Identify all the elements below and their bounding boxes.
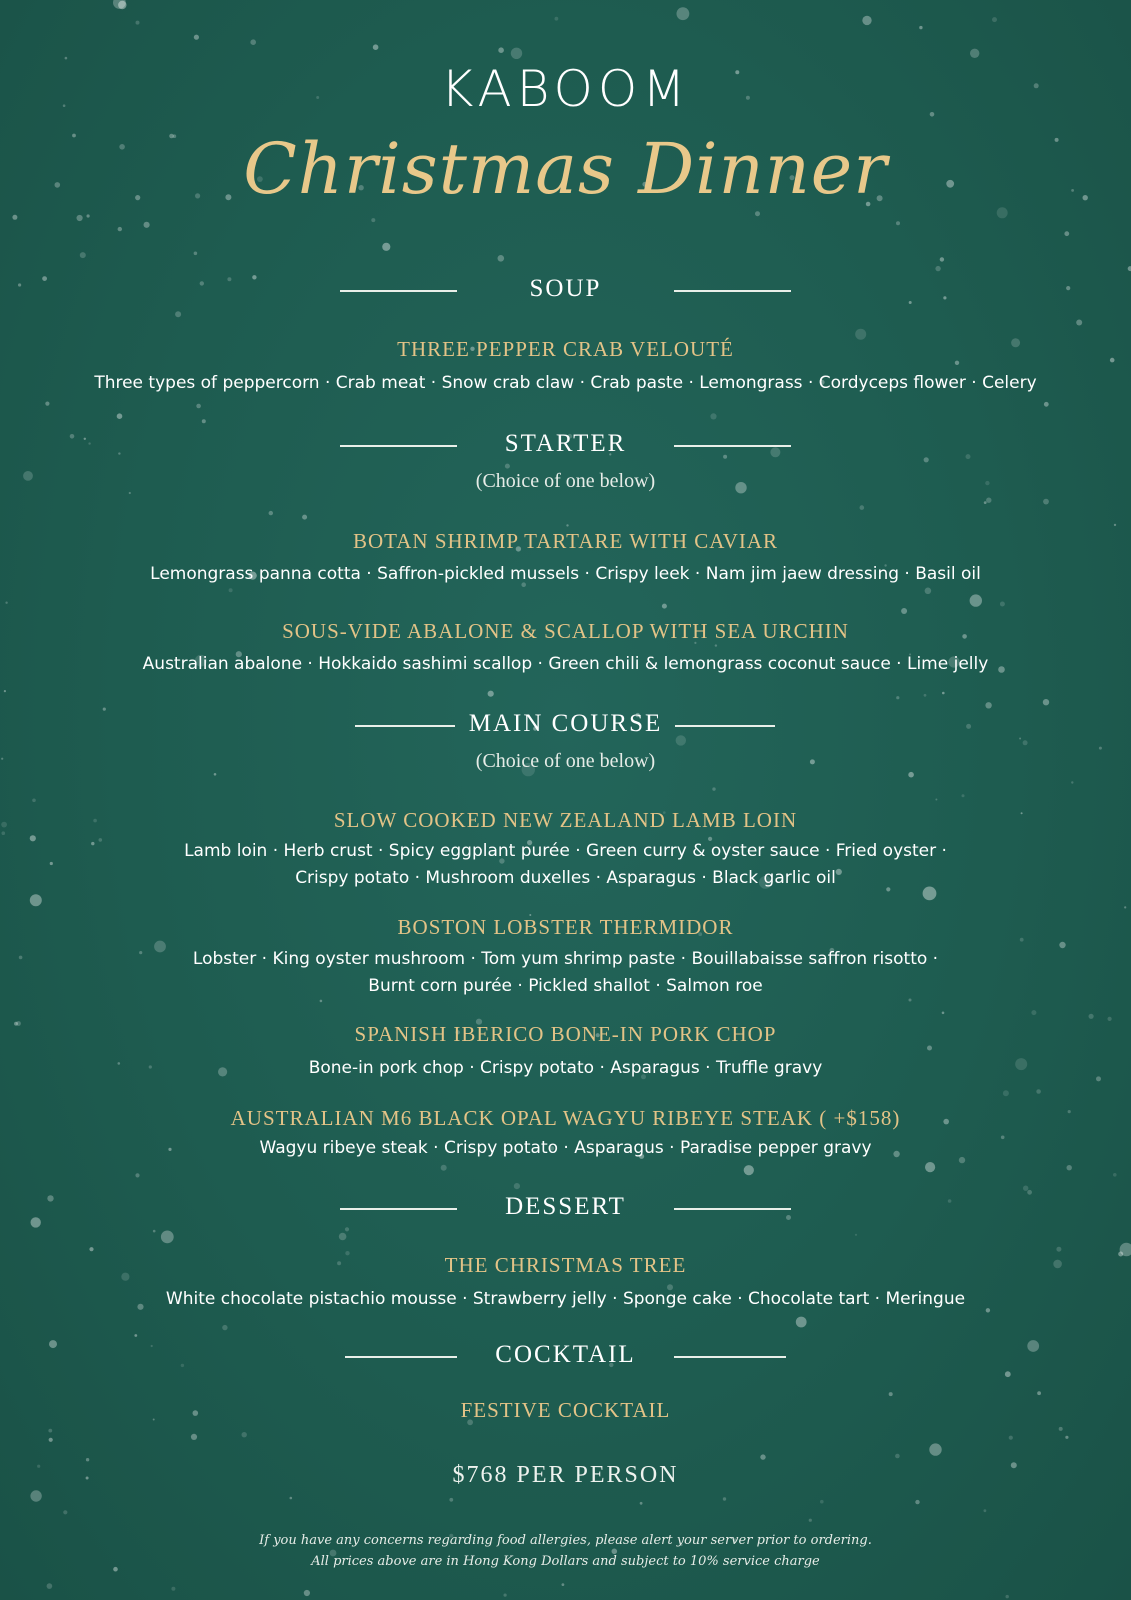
- snow-dot: [1089, 1014, 1094, 1019]
- snow-dot: [504, 1594, 507, 1597]
- footer-allergy-note: If you have any concerns regarding food allergies, please alert your server prior to ordering.: [259, 1533, 872, 1548]
- dish-description-line: Crispy potato · Mushroom duxelles · Asparagus · Black garlic oil: [295, 868, 836, 888]
- snow-dot: [1037, 1391, 1041, 1395]
- snow-dot: [194, 252, 198, 256]
- snow-dot: [498, 255, 505, 262]
- snow-dot: [511, 48, 522, 59]
- snow-dot: [449, 1498, 453, 1502]
- menu-title: Christmas Dinner: [243, 128, 888, 210]
- snow-dot: [161, 1231, 174, 1244]
- section-note: (Choice of one below): [475, 470, 656, 492]
- snow-dot: [925, 588, 932, 595]
- snow-dot: [345, 1227, 349, 1231]
- snow-dot: [889, 1392, 893, 1396]
- snow-dot: [153, 1230, 156, 1233]
- snow-dot: [117, 413, 123, 419]
- snow-dot: [505, 464, 510, 469]
- snow-dot: [339, 1233, 347, 1241]
- snow-dot: [135, 1173, 139, 1177]
- dish-description: Bone-in pork chop · Crispy potato · Asparagus · Truffle gravy: [308, 1058, 823, 1078]
- snow-dot: [985, 702, 991, 708]
- snow-dot: [86, 1458, 89, 1461]
- snow-dot: [1000, 602, 1005, 607]
- snow-dot: [171, 1587, 175, 1591]
- snow-dot: [1023, 740, 1028, 745]
- dish-description: Australian abalone · Hokkaido sashimi scallop · Green chili & lemongrass coconut sauce · Lime jelly: [142, 654, 989, 674]
- snow-dot: [144, 222, 150, 228]
- snow-dot: [196, 404, 201, 409]
- section-note: (Choice of one below): [475, 750, 656, 772]
- snow-dot: [373, 44, 379, 50]
- snow-dot: [984, 1509, 987, 1512]
- snow-dot: [640, 1502, 643, 1505]
- dish-name: BOTAN SHRIMP TARTARE WITH CAVIAR: [352, 529, 779, 553]
- snow-dot: [80, 252, 86, 258]
- snow-dot: [194, 35, 199, 40]
- snow-dot: [49, 1438, 53, 1442]
- snow-dot: [860, 505, 865, 510]
- snow-dot: [925, 1162, 935, 1172]
- snow-dot: [1003, 1090, 1009, 1096]
- snow-dot: [1009, 1436, 1013, 1440]
- snow-dot: [269, 511, 273, 515]
- dish-description: White chocolate pistachio mousse · Strawberry jelly · Sponge cake · Chocolate tart · Meringue: [165, 1289, 966, 1309]
- snow-dot: [896, 696, 899, 699]
- snow-dot: [1006, 1595, 1009, 1598]
- snow-dot: [175, 311, 181, 317]
- snow-dot: [302, 515, 307, 520]
- snow-dot: [809, 1519, 812, 1522]
- snow-dot: [1005, 1371, 1011, 1377]
- snow-dot: [992, 17, 997, 22]
- dish-description: Lemongrass panna cotta · Saffron-pickled mussels · Crispy leek · Nam jim jaew dressing · Basil oil: [150, 564, 981, 584]
- snow-dot: [942, 1012, 945, 1015]
- snow-dot: [488, 691, 494, 697]
- dish-description-line: Lamb loin · Herb crust · Spicy eggplant purée · Green curry & oyster sauce · Fried oyster ·: [184, 841, 947, 861]
- footer-price-note: All prices above are in Hong Kong Dollars and subject to 10% service charge: [311, 1554, 820, 1569]
- snow-dot: [113, 0, 126, 9]
- snow-dot: [65, 57, 68, 60]
- snow-dot: [12, 215, 17, 220]
- dish-description-line: Burnt corn purée · Pickled shallot · Salmon roe: [368, 976, 763, 996]
- snow-dot: [290, 1497, 293, 1500]
- snow-dot: [4, 690, 6, 692]
- snow-dot: [32, 799, 36, 803]
- snow-dot: [1114, 524, 1116, 526]
- snow-dot: [986, 498, 991, 503]
- snow-dot: [929, 1443, 941, 1455]
- snow-dot: [514, 1183, 520, 1189]
- snow-dot: [1064, 231, 1069, 236]
- snow-dot: [1076, 320, 1082, 326]
- section-heading-main-course: MAIN COURSE: [468, 710, 663, 737]
- snow-dot: [820, 1500, 824, 1504]
- snow-dot: [901, 608, 907, 614]
- snow-dot: [1113, 1173, 1117, 1177]
- dish-name: THE CHRISTMAS TREE: [444, 1253, 687, 1277]
- snow-dot: [134, 1334, 137, 1337]
- snow-dot: [1108, 1017, 1112, 1021]
- snow-dot: [89, 1247, 93, 1251]
- snow-dot: [77, 215, 83, 221]
- snow-dot: [895, 1454, 900, 1459]
- snow-dot: [87, 214, 90, 217]
- snow-dot: [1124, 906, 1126, 908]
- snow-dot: [136, 21, 140, 25]
- snow-dot: [862, 16, 871, 25]
- snow-dot: [896, 221, 900, 225]
- snow-dot: [1056, 1247, 1061, 1252]
- snow-dot: [755, 211, 760, 216]
- snow-dot: [498, 47, 504, 53]
- snow-dot: [222, 1325, 227, 1330]
- snow-dot: [723, 1497, 726, 1500]
- snow-dot: [915, 1500, 919, 1504]
- snow-dot: [1043, 499, 1049, 505]
- snow-dot: [970, 49, 979, 58]
- dish-name: SPANISH IBERICO BONE-IN PORK CHOP: [354, 1022, 777, 1046]
- snow-dot: [919, 26, 922, 29]
- snow-dot: [924, 694, 927, 697]
- snow-dot: [1036, 1089, 1041, 1094]
- snow-dot: [962, 794, 965, 797]
- snow-dot: [1043, 699, 1049, 705]
- set-price: $768 PER PERSON: [452, 1462, 679, 1488]
- snow-dot: [30, 894, 42, 906]
- snow-dot: [5, 602, 7, 604]
- snow-dot: [30, 1490, 41, 1501]
- snow-dot: [984, 501, 987, 504]
- snow-dot: [566, 524, 568, 526]
- snow-dot: [935, 266, 940, 271]
- dish-name: AUSTRALIAN M6 BLACK OPAL WAGYU RIBEYE STEAK ( +$158): [230, 1106, 901, 1130]
- snow-dot: [942, 692, 945, 695]
- snow-dot: [710, 413, 716, 419]
- snow-dot: [441, 1165, 447, 1171]
- dish-description: Three types of peppercorn · Crab meat · Snow crab claw · Crab paste · Lemongrass · Cordyceps flower · Celery: [94, 373, 1037, 393]
- snow-dot: [63, 1510, 67, 1514]
- snow-dot: [382, 243, 390, 251]
- snow-dot: [214, 773, 217, 776]
- snow-dot: [47, 1583, 53, 1589]
- snow-dot: [1031, 1010, 1036, 1015]
- snow-dot: [760, 1454, 765, 1459]
- section-heading-soup: SOUP: [529, 275, 602, 302]
- dish-name: FESTIVE COCKTAIL: [460, 1398, 671, 1422]
- dish-name: SLOW COOKED NEW ZEALAND LAMB LOIN: [333, 808, 798, 832]
- snow-dot: [1044, 402, 1049, 407]
- snow-dot: [970, 594, 982, 606]
- snow-dot: [662, 604, 667, 609]
- snow-dot: [1071, 781, 1073, 783]
- snow-dot: [940, 257, 944, 261]
- snow-dot: [304, 1590, 310, 1596]
- snow-dot: [1067, 1165, 1072, 1170]
- dish-name: BOSTON LOBSTER THERMIDOR: [397, 915, 734, 939]
- snow-dot: [1065, 1436, 1068, 1439]
- snow-dot: [229, 588, 233, 592]
- snow-dot: [118, 227, 122, 231]
- snow-dot: [118, 1, 126, 9]
- snow-dot: [371, 218, 375, 222]
- dish-name: SOUS-VIDE ABALONE & SCALLOP WITH SEA URCHIN: [282, 619, 849, 643]
- snow-dot: [562, 1583, 565, 1586]
- snow-dot: [712, 787, 715, 790]
- snow-dot: [715, 644, 717, 646]
- snow-dot: [677, 7, 690, 20]
- dish-description: Wagyu ribeye steak · Crispy potato · Asparagus · Paradise pepper gravy: [259, 1138, 872, 1158]
- brand-name: KABOOM: [440, 60, 691, 118]
- snow-dot: [242, 1432, 247, 1437]
- snow-dot: [555, 17, 559, 21]
- dish-description-line: Lobster · King oyster mushroom · Tom yum shrimp paste · Bouillabaisse saffron risotto ·: [192, 949, 939, 969]
- section-heading-dessert: DESSERT: [505, 1193, 626, 1220]
- snow-dot: [1023, 1186, 1028, 1191]
- section-heading-starter: STARTER: [504, 430, 627, 457]
- snow-dot: [191, 1434, 197, 1440]
- snow-dot: [935, 799, 937, 801]
- snow-dot: [202, 419, 206, 423]
- snow-dot: [250, 39, 256, 45]
- snow-dot: [744, 1165, 754, 1175]
- snow-dot: [855, 1234, 857, 1236]
- dish-name: THREE PEPPER CRAB VELOUTÉ: [397, 337, 734, 361]
- snow-dot: [1059, 1427, 1063, 1431]
- section-heading-cocktail: COCKTAIL: [495, 1341, 636, 1368]
- snow-dot: [796, 1317, 807, 1328]
- snow-dot: [45, 402, 49, 406]
- snow-dot: [48, 1429, 52, 1433]
